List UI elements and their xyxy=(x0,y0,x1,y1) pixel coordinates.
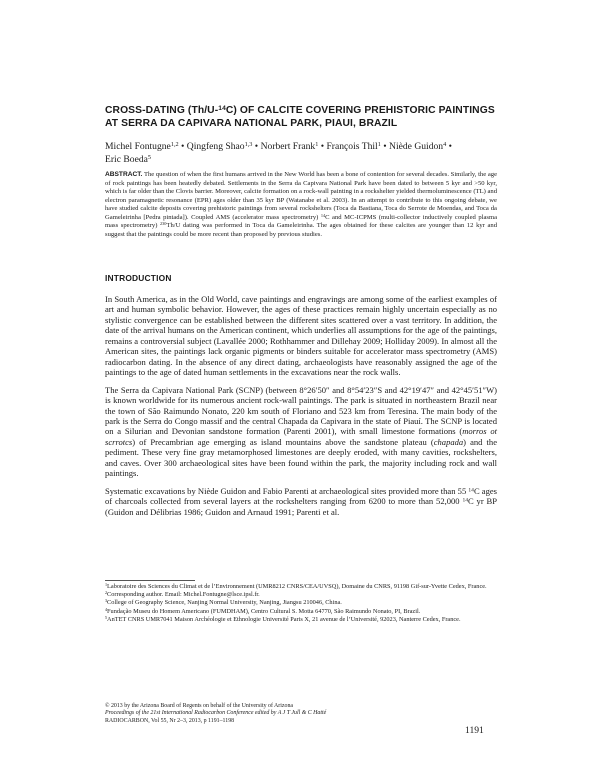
copyright-block xyxy=(105,703,497,725)
footnote-text: AnTET CNRS UMR7041 Maison Archéologie et Ethnologie Université Paris X, 21 avenue de l’Université, 92023, Nanterre Cedex, France. xyxy=(107,615,461,623)
author-affiliation: 5 xyxy=(147,153,152,161)
author-name: Norbert Frank xyxy=(260,141,316,152)
author-affiliation: 1,2 xyxy=(170,141,179,149)
author-list xyxy=(105,141,497,166)
author-name: Michel Fontugne xyxy=(105,141,171,152)
footnote-number: 4 xyxy=(105,606,108,612)
copyright-line: © 2013 by the Arizona Board of Regents on behalf of the University of Arizona xyxy=(105,703,294,709)
proceedings-line: Proceedings of the 21st International Radiocarbon Conference edited by A J T Jull & C Hatté xyxy=(105,710,327,717)
paragraph-2: The Serra da Capivara National Park (SCNP) (between 8°26′50″ and 8°54′23″S and 42°19′47″ and 42°45′51″W) is known worldwide for its numerous ancient rock-wall paintings. The park is situated in northeastern Brazil near the town of São Raimundo Nonato, 220 km south of Floriano and 523 km from Teresina. The main body of the park is the Serra do Congo massif and the central Chapada da Capivara in the state of Piauí. The SCNP is located on a Silurian and Devonian sandstone formation (Parenti 2001), with small limestone formations (morros ot scrrotcs) of Precambrian age emerging as island mountains above the sandstone plateau (chapada) and the pediment. These very fine gray metamorphosed limestones are deeply eroded, with many cavities, rockshelters, and caves. Over 300 archaeological sites have been found within the park, the majority including rock and wall paintings. xyxy=(105,384,497,479)
author-separator: • xyxy=(380,141,390,152)
footnote-number: 1 xyxy=(105,582,108,588)
title-line-2: AT SERRA DA CAPIVARA NATIONAL PARK, PIAUI, BRAZIL xyxy=(105,118,398,129)
citation-line: RADIOCARBON, Vol 55, Nr 2–3, 2013, p 1191–1198 xyxy=(105,717,235,724)
footnote-text: Laboratoire des Sciences du Climat et de l’Environnement (UMR8212 CNRS/CEA/UVSQ), Domaine du CNRS, 91198 Gif-sur-Yvette Cedex, France. xyxy=(107,583,487,590)
author-name: François Thil xyxy=(326,141,378,152)
footnote-text: College of Geography Science, Nanjing Normal University, Nanjing, Jiangsu 210046, China. xyxy=(107,599,342,607)
abstract: ABSTRACT. The question of when the first humans arrived in the New World has been a bone of contention for several decades. Similarly, the age of rock paintings has been heatedly debated. Settlements in the Serra da Capivara National Park have been dated to between 5 kyr and >50 kyr, which is far older than the Clovis barrier. Moreover, calcite formation on a rock-wall painting in a rockshelter yielded thermoluminescence (TL) and electron paramagnetic resonance (EPR) ages older than 35 kyr BP (Watanabe et al. 2003). In an attempt to contribute to this ongoing debate, we have studied calcite deposits covering prehistoric paintings from several rockshelters (Toca da Bastiana, Toca do Serrote de Moendas, and Toca da Gameleirinha [Pedra pintada]). Coupled AMS (accelerator mass spectrometry) $^{14}$C and MC-ICPMS (multi-collector inductively coupled plasma mass spectrometry) $^{230}$Th/U dating was performed in Toca da Gameleirinha. The ages obtained for these calcites are younger than 12 kyr and suggest that the paintings could be more recent than proposed by previous studies. xyxy=(105,171,497,238)
author-name: Niède Guidon xyxy=(389,141,444,152)
author-affiliation: 1 xyxy=(315,141,319,149)
author-affiliation: 1,3 xyxy=(244,141,253,149)
footnote-number: 2 xyxy=(105,590,108,596)
footnote-number: 3 xyxy=(105,598,108,604)
author-separator: • xyxy=(446,141,452,152)
abstract-label: ABSTRACT. xyxy=(105,171,143,178)
author-separator: • xyxy=(318,141,327,152)
author-separator: • xyxy=(252,141,261,152)
article-title xyxy=(105,104,497,130)
footnote xyxy=(105,599,497,607)
author-affiliation: 4 xyxy=(443,141,447,149)
footnotes xyxy=(105,583,497,624)
author-name: Eric Boeda xyxy=(105,153,148,165)
footnote-text: Corresponding author. Email: Michel.Fontugne@lsce.ipsl.fr. xyxy=(107,591,260,599)
footnote xyxy=(105,583,497,591)
author-separator: • xyxy=(178,141,187,152)
paragraph-3: Systematic excavations by Niède Guidon and Fabio Parenti at archaeological sites provided more than 55 $^{14}$C ages of charcoals collected from several layers at the rockshelters ranging from 6200 to more than 52,000 $^{14}$C yr BP (Guidon and Délibrias 1986; Guidon and Arnaud 1991; Parenti et al. xyxy=(105,485,497,517)
footnote-number: 5 xyxy=(105,614,108,620)
paragraph-1: In South America, as in the Old World, cave paintings and engravings are among some of the earliest examples of art and human symbolic behavior. However, the ages of these practices remain highly uncertain especially as no stylistic convergence can be established between the different sites scattered over a vast territory. In addition, the date of the arrival humans on the American continent, which underlies all assumptions for the age of the paintings, remains a controversial subject (Lavallée 2000; Rothhammer and Dillehay 2009; Holliday 2009). In almost all the American sites, the paintings lack organic pigments or binders suitable for accelerator mass spectrometry (AMS) radiocarbon dating. In the absence of any direct dating, archaeologists have reasonably assigned the age of the paintings to the age of dated human settlements in the excavations near the rock walls. xyxy=(105,294,497,378)
section-heading-introduction: INTRODUCTION xyxy=(105,273,172,283)
footnote-text: Fundação Museu do Homem Americano (FUMDHAM), Centro Cultural S. Motta 64770, São Raimundo Nonato, PI, Brazil. xyxy=(107,607,421,615)
footnote-rule xyxy=(105,580,195,581)
page-number: 1191 xyxy=(465,725,484,736)
footnote xyxy=(105,616,497,624)
author-affiliation: 1 xyxy=(377,141,381,149)
body-text xyxy=(105,294,497,524)
title-line-1: CROSS-DATING (Th/U-$^{14}$C) OF CALCITE COVERING PREHISTORIC PAINTINGS xyxy=(105,105,495,116)
footnote xyxy=(105,608,497,616)
author-name: Qingfeng Shao xyxy=(186,141,245,152)
